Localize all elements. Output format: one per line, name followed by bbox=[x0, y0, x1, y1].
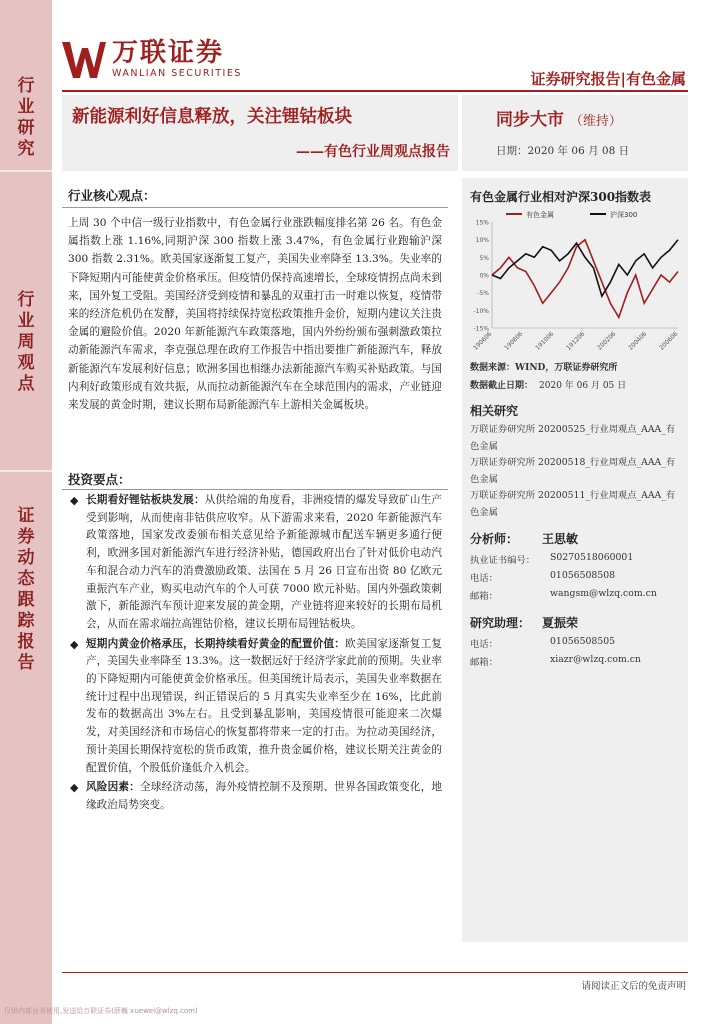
email-label: 邮箱： bbox=[470, 591, 498, 602]
list-item bbox=[68, 636, 442, 778]
list-item bbox=[68, 779, 442, 814]
bullet-icon: ◆ bbox=[70, 781, 79, 795]
sidebar-divider bbox=[0, 170, 52, 172]
x-tick-label: 200606 bbox=[658, 330, 680, 352]
rating-note: （维持） bbox=[569, 114, 622, 129]
logo-chinese-name: 万联证券 bbox=[112, 38, 225, 68]
core-view-rule bbox=[62, 207, 448, 208]
y-tick-label: 5% bbox=[479, 254, 489, 262]
sidebar-section-industry-research: 行 业 研 究 bbox=[17, 76, 35, 159]
title-box bbox=[62, 95, 458, 171]
assistant-name: 夏振荣 bbox=[542, 616, 579, 630]
x-tick-label: 190806 bbox=[503, 330, 525, 352]
series-line-有色金属 bbox=[492, 240, 678, 318]
x-tick-label: 190606 bbox=[472, 330, 494, 352]
list-item: 万联证券研究所 20200525_行业周观点_AAA_有色金属 bbox=[470, 424, 676, 452]
cert-value: S0270518060001 bbox=[550, 552, 634, 563]
assistant-phone bbox=[470, 636, 616, 650]
bullet-icon: ◆ bbox=[70, 637, 79, 651]
core-view-paragraph: 上周 30 个中信一级行业指数中，有色金属行业涨跌幅度排名第 26 名。有色金属指数上涨 1.16%,同期沪深 300 指数上涨 3.47%，有色金属行业跑输沪深 300 指数 2.31%。欧美国家逐渐复工复产，美国失业率降至 13.3%。失业率的下降短期内可能使黄金价格承压。但疫情仍保持高速增长，全球疫情拐点尚未到来，国外复工受阻。美国经济受到疫情和暴乱的双重打击一时难以恢复，疫情带来的经济危机仍在发酵，美国将持续保持宽松政策推升金价，短期内建议关注贵金属的避险价值。2020 年新能源汽车政策落地，国内外纷纷颁布强刺激政策拉动新能源汽车需求，李克强总理在政府工作报告中指出要推广新能源汽车，释放新能源汽车发展利好信息；欧洲多国也相继办法新能源汽车购买补贴政策。与国内利好政策形成有效共振，从而拉动新能源汽车在全球范围内的需求，产业链迎来发展的黄金时期，建议长期布局新能源汽车上游相关金属板块。 bbox=[68, 217, 442, 412]
bullet-title: 风险因素： bbox=[86, 781, 140, 794]
deadline-label: 数据截止日期： bbox=[470, 381, 534, 391]
related-research-heading: 相关研究 bbox=[470, 404, 519, 418]
bullet-text: 全球经济动荡，海外疫情控制不及预期、世界各国政策变化，地缘政治局势突变。 bbox=[86, 781, 443, 811]
y-tick-label: -10% bbox=[473, 307, 489, 315]
report-subtitle: ——有色行业周观点报告 bbox=[296, 144, 450, 160]
header-rule bbox=[62, 90, 688, 92]
x-tick-label: 200406 bbox=[627, 330, 649, 352]
list-item bbox=[68, 492, 442, 634]
legend-label: 有色金属 bbox=[526, 211, 554, 219]
logo-english-name: WANLIAN SECURITIES bbox=[112, 68, 242, 79]
x-tick-label: 191206 bbox=[565, 330, 587, 352]
sidebar-divider bbox=[0, 470, 52, 472]
bullet-text: 从供给端的角度看，非洲疫情的爆发导致矿山生产受到影响，从而使南非钴供应收窄。从下游需求来看，2020 年新能源汽车政策落地，国家发改委颁布相关意见给予新能源城市配送车辆更多通行便利，欧洲多国对新能源汽车进行经济补贴，德国政府出台了针对低价电动汽车和混合动力汽车的消费激励政策、法国在 5 月 26 日宣布出资 80 亿欧元重振汽车产业，购买电动汽车的个人可获 7000 欧元补贴。国内外强政策刺激下，新能源汽车预计迎来发展的黄金期，产业链将迎来较好的长期布局机会，从而在需求端拉高锂钴价格，建议长期布局锂钴板块。 bbox=[86, 494, 442, 630]
sidebar-footer-note: 仅供内部业务使用,发送给万联证券(薛巍 xuewei@wlzq.com) bbox=[4, 1007, 198, 1015]
report-category: 证券研究报告|有色金属 bbox=[530, 70, 686, 88]
email-value[interactable]: wangsm@wlzq.com.cn bbox=[550, 588, 657, 599]
email-label: 邮箱： bbox=[470, 657, 498, 668]
bullet-icon: ◆ bbox=[70, 494, 79, 507]
y-tick-label: -5% bbox=[477, 290, 489, 298]
analyst-cert bbox=[470, 552, 634, 566]
chart-source bbox=[470, 360, 617, 373]
y-tick-label: 0% bbox=[479, 272, 489, 280]
y-tick-label: 15% bbox=[475, 219, 489, 227]
rating-label bbox=[496, 105, 622, 130]
related-research-list bbox=[470, 422, 682, 521]
wanlian-logo-icon bbox=[62, 42, 106, 78]
y-tick-label: 10% bbox=[475, 237, 489, 245]
relative-index-chart bbox=[466, 208, 684, 356]
x-tick-label: 200206 bbox=[596, 330, 618, 352]
investment-points-list bbox=[68, 492, 442, 817]
right-column bbox=[462, 178, 688, 942]
disclaimer-note: 请阅读正文后的免责声明 bbox=[581, 981, 686, 992]
assistant-email bbox=[470, 654, 641, 668]
analyst-phone bbox=[470, 570, 616, 584]
list-item: 万联证券研究所 20200518_行业周观点_AAA_有色金属 bbox=[470, 457, 676, 485]
bullet-text: 欧美国家逐渐复工复产，美国失业率降至 13.3%。这一数据远好于经济学家此前的预期。失业率的下降短期内可能使黄金价格承压。但美国统计局表示，美国失业率数据在统计过程中出现错误，纠正错误后的 5 月真实失业率至少在 16%，比此前发布的数据高出 3%左右。且受到暴乱影响，美国疫情很可能迎来二次爆发，对美国经济和市场信心的恢复都将带来一定的打击。为拉动美国经济，预计美国长期保持宽松的货币政策，推升贵金属价格，建议长期关注黄金的配置价值，个股低价逢低介入机会。 bbox=[86, 637, 443, 774]
investment-points-heading: 投资要点： bbox=[68, 472, 131, 487]
footer-rule bbox=[62, 972, 688, 973]
investment-points-rule bbox=[62, 489, 448, 490]
company-logo bbox=[62, 40, 242, 79]
assistant-heading: 研究助理： bbox=[470, 616, 531, 630]
report-date: 日期：2020 年 06 月 08 日 bbox=[496, 145, 630, 157]
phone-value: 01056508508 bbox=[550, 570, 616, 581]
y-tick-label: -15% bbox=[473, 325, 489, 333]
phone-label: 电话： bbox=[470, 639, 498, 650]
core-view-heading: 行业核心观点： bbox=[68, 188, 156, 203]
sidebar-section-weekly-view: 行 业 周 观 点 bbox=[17, 290, 35, 394]
chart-title: 有色金属行业相对沪深300指数表 bbox=[470, 190, 652, 204]
deadline-value: 2020 年 06 月 05 日 bbox=[539, 381, 627, 391]
analyst-email bbox=[470, 588, 657, 602]
email-value[interactable]: xiazr@wlzq.com.cn bbox=[550, 654, 641, 665]
analyst-heading: 分析师： bbox=[470, 532, 519, 546]
chart-source-text: 数据来源：WIND，万联证券研究所 bbox=[470, 363, 618, 373]
sidebar-section-dynamic-tracking: 证 券 动 态 跟 踪 报 告 bbox=[17, 506, 35, 673]
chart-deadline bbox=[470, 378, 626, 391]
rating-box bbox=[462, 95, 688, 171]
phone-value: 01056508505 bbox=[550, 636, 616, 647]
x-tick-label: 191006 bbox=[534, 330, 556, 352]
report-title: 新能源利好信息释放，关注锂钴板块 bbox=[72, 107, 352, 127]
phone-label: 电话： bbox=[470, 573, 498, 584]
series-line-沪深300 bbox=[492, 240, 678, 297]
rating-value: 同步大市 bbox=[496, 110, 564, 130]
bullet-title: 短期内黄金价格承压，长期持续看好黄金的配置价值： bbox=[86, 637, 346, 650]
legend-label: 沪深300 bbox=[610, 211, 638, 219]
analyst-name: 王思敏 bbox=[542, 532, 579, 546]
list-item: 万联证券研究所 20200511_行业周观点_AAA_有色金属 bbox=[470, 490, 676, 518]
bullet-title: 长期看好锂钴板块发展： bbox=[86, 494, 205, 506]
cert-label: 执业证书编号： bbox=[470, 555, 536, 566]
